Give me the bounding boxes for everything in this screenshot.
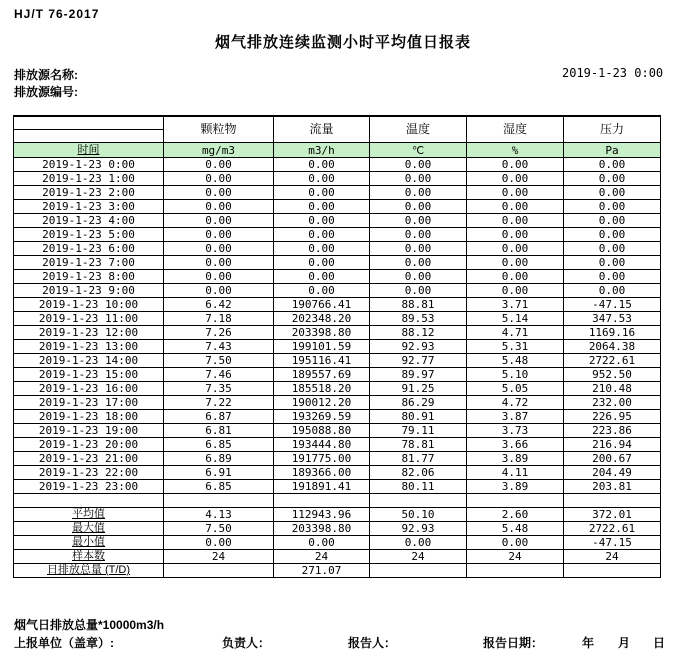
hourly-data-row <box>14 200 661 214</box>
pressure-value-cell: 347.53 <box>564 312 661 326</box>
humidity-value-cell: 3.73 <box>467 424 564 438</box>
hourly-data-row <box>14 466 661 480</box>
time-cell: 2019-1-23 16:00 <box>14 382 164 396</box>
flow-summary-cell: 271.07 <box>274 564 370 578</box>
summary-row <box>14 536 661 550</box>
particulate-value-cell: 7.43 <box>164 340 274 354</box>
particulate-value-cell: 7.18 <box>164 312 274 326</box>
temperature-value-cell: 0.00 <box>370 200 467 214</box>
humidity-value-cell: 0.00 <box>467 256 564 270</box>
column-header-temperature: 温度 <box>370 116 467 143</box>
daily-total-note: 烟气日排放总量*10000m3/h <box>14 618 165 632</box>
pressure-summary-cell: 24 <box>564 550 661 564</box>
temperature-value-cell: 89.53 <box>370 312 467 326</box>
unit-cell-temperature: ℃ <box>370 143 467 158</box>
humidity-value-cell: 5.10 <box>467 368 564 382</box>
pressure-value-cell: 0.00 <box>564 228 661 242</box>
column-header-flow: 流量 <box>274 116 370 143</box>
flow-value-cell: 0.00 <box>274 256 370 270</box>
temperature-value-cell: 0.00 <box>370 242 467 256</box>
unit-cell-flow: m3/h <box>274 143 370 158</box>
flow-value-cell: 0.00 <box>274 228 370 242</box>
header-corner-bottom <box>14 130 164 143</box>
particulate-value-cell: 0.00 <box>164 228 274 242</box>
humidity-value-cell: 3.89 <box>467 452 564 466</box>
flow-value-cell: 199101.59 <box>274 340 370 354</box>
time-cell: 2019-1-23 3:00 <box>14 200 164 214</box>
summary-label-cell <box>14 536 164 550</box>
hourly-data-row <box>14 256 661 270</box>
temperature-value-cell: 0.00 <box>370 214 467 228</box>
particulate-summary-cell: 24 <box>164 550 274 564</box>
hourly-data-row <box>14 424 661 438</box>
unit-cell-humidity: % <box>467 143 564 158</box>
unit-cell-pressure: Pa <box>564 143 661 158</box>
particulate-summary-cell: 4.13 <box>164 508 274 522</box>
flow-value-cell: 195088.80 <box>274 424 370 438</box>
pressure-summary-cell <box>564 564 661 578</box>
report-date-label: 报告日期： <box>483 636 544 650</box>
summary-label-cell <box>14 508 164 522</box>
flow-value-cell: 0.00 <box>274 186 370 200</box>
spacer-row <box>14 494 661 508</box>
temperature-value-cell: 0.00 <box>370 186 467 200</box>
time-cell: 2019-1-23 18:00 <box>14 410 164 424</box>
temperature-summary-cell: 50.10 <box>370 508 467 522</box>
time-cell: 2019-1-23 5:00 <box>14 228 164 242</box>
unit-cell-particulate: mg/m3 <box>164 143 274 158</box>
hourly-data-row <box>14 270 661 284</box>
standard-code: HJ/T 76-2017 <box>14 7 100 21</box>
humidity-summary-cell: 5.48 <box>467 522 564 536</box>
humidity-value-cell: 0.00 <box>467 228 564 242</box>
temperature-value-cell: 80.11 <box>370 480 467 494</box>
temperature-value-cell: 86.29 <box>370 396 467 410</box>
column-header-humidity: 湿度 <box>467 116 564 143</box>
time-cell: 2019-1-23 0:00 <box>14 158 164 172</box>
pressure-value-cell: 203.81 <box>564 480 661 494</box>
temperature-value-cell: 78.81 <box>370 438 467 452</box>
flow-value-cell: 0.00 <box>274 172 370 186</box>
pressure-summary-cell: -47.15 <box>564 536 661 550</box>
humidity-value-cell: 0.00 <box>467 186 564 200</box>
flow-summary-cell: 24 <box>274 550 370 564</box>
temperature-value-cell: 82.06 <box>370 466 467 480</box>
temperature-value-cell: 91.25 <box>370 382 467 396</box>
humidity-value-cell: 3.71 <box>467 298 564 312</box>
flow-value-cell: 190012.20 <box>274 396 370 410</box>
pressure-summary-cell: 372.01 <box>564 508 661 522</box>
summary-label: 最小值 <box>72 536 105 548</box>
pressure-value-cell: 2064.38 <box>564 340 661 354</box>
pressure-value-cell: 0.00 <box>564 256 661 270</box>
pressure-value-cell: 204.49 <box>564 466 661 480</box>
temperature-summary-cell: 92.93 <box>370 522 467 536</box>
particulate-value-cell: 0.00 <box>164 270 274 284</box>
humidity-value-cell: 4.71 <box>467 326 564 340</box>
hourly-data-row <box>14 326 661 340</box>
monitoring-table <box>13 115 661 578</box>
particulate-value-cell: 7.35 <box>164 382 274 396</box>
hourly-data-row <box>14 396 661 410</box>
hourly-data-row <box>14 228 661 242</box>
flow-value-cell: 0.00 <box>274 242 370 256</box>
humidity-value-cell: 0.00 <box>467 270 564 284</box>
pressure-value-cell: 0.00 <box>564 158 661 172</box>
particulate-value-cell: 7.22 <box>164 396 274 410</box>
time-cell: 2019-1-23 6:00 <box>14 242 164 256</box>
particulate-summary-cell <box>164 564 274 578</box>
particulate-value-cell: 0.00 <box>164 256 274 270</box>
pressure-value-cell: 0.00 <box>564 270 661 284</box>
temperature-value-cell: 0.00 <box>370 256 467 270</box>
particulate-value-cell: 0.00 <box>164 158 274 172</box>
hourly-data-row <box>14 410 661 424</box>
temperature-value-cell: 0.00 <box>370 270 467 284</box>
pressure-value-cell: -47.15 <box>564 298 661 312</box>
humidity-value-cell: 0.00 <box>467 200 564 214</box>
temperature-value-cell: 81.77 <box>370 452 467 466</box>
particulate-value-cell: 0.00 <box>164 186 274 200</box>
temperature-value-cell: 0.00 <box>370 228 467 242</box>
summary-label-cell <box>14 522 164 536</box>
humidity-value-cell: 0.00 <box>467 158 564 172</box>
temperature-value-cell: 0.00 <box>370 172 467 186</box>
particulate-value-cell: 7.46 <box>164 368 274 382</box>
pressure-value-cell: 0.00 <box>564 172 661 186</box>
particulate-value-cell: 0.00 <box>164 284 274 298</box>
flow-value-cell: 202348.20 <box>274 312 370 326</box>
flow-value-cell: 191891.41 <box>274 480 370 494</box>
pressure-value-cell: 223.86 <box>564 424 661 438</box>
hourly-data-row <box>14 242 661 256</box>
time-cell: 2019-1-23 7:00 <box>14 256 164 270</box>
source-name-label: 排放源名称: <box>14 68 78 82</box>
particulate-value-cell: 0.00 <box>164 172 274 186</box>
header-row-top <box>14 116 661 130</box>
temperature-summary-cell <box>370 564 467 578</box>
hourly-data-row <box>14 298 661 312</box>
summary-row <box>14 522 661 536</box>
column-header-pressure: 压力 <box>564 116 661 143</box>
hourly-data-row <box>14 340 661 354</box>
temperature-value-cell: 92.93 <box>370 340 467 354</box>
pressure-value-cell: 200.67 <box>564 452 661 466</box>
summary-label: 最大值 <box>72 522 105 534</box>
time-header-label: 时间 <box>77 143 100 156</box>
report-unit-label: 上报单位（盖章）: <box>14 636 114 650</box>
particulate-value-cell: 7.50 <box>164 354 274 368</box>
flow-summary-cell: 203398.80 <box>274 522 370 536</box>
pressure-value-cell: 952.50 <box>564 368 661 382</box>
humidity-summary-cell <box>467 564 564 578</box>
humidity-value-cell: 5.05 <box>467 382 564 396</box>
time-cell: 2019-1-23 19:00 <box>14 424 164 438</box>
humidity-value-cell: 4.72 <box>467 396 564 410</box>
humidity-summary-cell: 2.60 <box>467 508 564 522</box>
flow-value-cell: 189557.69 <box>274 368 370 382</box>
humidity-summary-cell: 0.00 <box>467 536 564 550</box>
units-row <box>14 143 661 158</box>
time-cell: 2019-1-23 13:00 <box>14 340 164 354</box>
hourly-data-row <box>14 284 661 298</box>
time-header-cell <box>14 143 164 158</box>
time-cell: 2019-1-23 17:00 <box>14 396 164 410</box>
flow-value-cell: 191775.00 <box>274 452 370 466</box>
pressure-value-cell: 210.48 <box>564 382 661 396</box>
source-code-label: 排放源编号: <box>14 85 78 99</box>
pressure-value-cell: 0.00 <box>564 284 661 298</box>
temperature-summary-cell: 24 <box>370 550 467 564</box>
report-datetime: 2019-1-23 0:00 <box>562 66 664 80</box>
particulate-value-cell: 6.85 <box>164 480 274 494</box>
time-cell: 2019-1-23 12:00 <box>14 326 164 340</box>
time-cell: 2019-1-23 15:00 <box>14 368 164 382</box>
pressure-value-cell: 0.00 <box>564 242 661 256</box>
hourly-data-row <box>14 172 661 186</box>
particulate-value-cell: 6.85 <box>164 438 274 452</box>
signature-line <box>0 634 686 654</box>
hourly-data-row <box>14 480 661 494</box>
time-cell: 2019-1-23 11:00 <box>14 312 164 326</box>
humidity-value-cell: 5.48 <box>467 354 564 368</box>
summary-label-cell <box>14 564 164 578</box>
spacer-cell <box>14 494 164 508</box>
temperature-summary-cell: 0.00 <box>370 536 467 550</box>
pressure-value-cell: 226.95 <box>564 410 661 424</box>
humidity-value-cell: 0.00 <box>467 284 564 298</box>
time-cell: 2019-1-23 20:00 <box>14 438 164 452</box>
flow-value-cell: 193444.80 <box>274 438 370 452</box>
hourly-data-row <box>14 158 661 172</box>
temperature-value-cell: 88.81 <box>370 298 467 312</box>
header-corner-top <box>14 116 164 130</box>
summary-row <box>14 508 661 522</box>
day-label: 日 <box>653 636 666 650</box>
pressure-value-cell: 0.00 <box>564 214 661 228</box>
particulate-value-cell: 6.89 <box>164 452 274 466</box>
flow-value-cell: 0.00 <box>274 200 370 214</box>
pressure-value-cell: 232.00 <box>564 396 661 410</box>
time-cell: 2019-1-23 2:00 <box>14 186 164 200</box>
hourly-data-row <box>14 312 661 326</box>
hourly-data-row <box>14 354 661 368</box>
humidity-value-cell: 4.11 <box>467 466 564 480</box>
hourly-data-row <box>14 186 661 200</box>
flow-value-cell: 203398.80 <box>274 326 370 340</box>
temperature-value-cell: 0.00 <box>370 158 467 172</box>
particulate-value-cell: 6.42 <box>164 298 274 312</box>
flow-value-cell: 189366.00 <box>274 466 370 480</box>
humidity-value-cell: 3.66 <box>467 438 564 452</box>
pressure-value-cell: 2722.61 <box>564 354 661 368</box>
flow-summary-cell: 112943.96 <box>274 508 370 522</box>
flow-value-cell: 190766.41 <box>274 298 370 312</box>
particulate-value-cell: 0.00 <box>164 214 274 228</box>
temperature-value-cell: 89.97 <box>370 368 467 382</box>
pressure-value-cell: 0.00 <box>564 186 661 200</box>
time-cell: 2019-1-23 9:00 <box>14 284 164 298</box>
humidity-value-cell: 0.00 <box>467 242 564 256</box>
time-cell: 2019-1-23 14:00 <box>14 354 164 368</box>
summary-label: 日排放总量 (T/D) <box>46 564 131 576</box>
summary-row <box>14 564 661 578</box>
time-cell: 2019-1-23 8:00 <box>14 270 164 284</box>
flow-value-cell: 193269.59 <box>274 410 370 424</box>
particulate-value-cell: 6.91 <box>164 466 274 480</box>
humidity-value-cell: 5.14 <box>467 312 564 326</box>
particulate-value-cell: 6.87 <box>164 410 274 424</box>
pressure-summary-cell: 2722.61 <box>564 522 661 536</box>
particulate-value-cell: 0.00 <box>164 242 274 256</box>
year-label: 年 <box>582 636 595 650</box>
particulate-value-cell: 7.26 <box>164 326 274 340</box>
responsible-person-label: 负责人： <box>222 636 271 650</box>
pressure-value-cell: 1169.16 <box>564 326 661 340</box>
flow-value-cell: 0.00 <box>274 158 370 172</box>
humidity-value-cell: 5.31 <box>467 340 564 354</box>
time-cell: 2019-1-23 4:00 <box>14 214 164 228</box>
reporter-label: 报告人： <box>348 636 397 650</box>
temperature-value-cell: 0.00 <box>370 284 467 298</box>
humidity-value-cell: 0.00 <box>467 172 564 186</box>
flow-value-cell: 0.00 <box>274 214 370 228</box>
pressure-value-cell: 216.94 <box>564 438 661 452</box>
flow-value-cell: 195116.41 <box>274 354 370 368</box>
humidity-summary-cell: 24 <box>467 550 564 564</box>
flow-value-cell: 0.00 <box>274 284 370 298</box>
time-cell: 2019-1-23 1:00 <box>14 172 164 186</box>
flow-value-cell: 185518.20 <box>274 382 370 396</box>
time-cell: 2019-1-23 23:00 <box>14 480 164 494</box>
particulate-value-cell: 6.81 <box>164 424 274 438</box>
humidity-value-cell: 0.00 <box>467 214 564 228</box>
particulate-summary-cell: 0.00 <box>164 536 274 550</box>
particulate-value-cell: 0.00 <box>164 200 274 214</box>
humidity-value-cell: 3.89 <box>467 480 564 494</box>
hourly-data-row <box>14 368 661 382</box>
hourly-data-row <box>14 438 661 452</box>
temperature-value-cell: 92.77 <box>370 354 467 368</box>
summary-label: 样本数 <box>72 550 105 562</box>
temperature-value-cell: 88.12 <box>370 326 467 340</box>
hourly-data-row <box>14 452 661 466</box>
summary-row <box>14 550 661 564</box>
particulate-summary-cell: 7.50 <box>164 522 274 536</box>
pressure-value-cell: 0.00 <box>564 200 661 214</box>
time-cell: 2019-1-23 21:00 <box>14 452 164 466</box>
flow-summary-cell: 0.00 <box>274 536 370 550</box>
column-header-particulate: 颗粒物 <box>164 116 274 143</box>
flow-value-cell: 0.00 <box>274 270 370 284</box>
hourly-data-row <box>14 214 661 228</box>
humidity-value-cell: 3.87 <box>467 410 564 424</box>
temperature-value-cell: 80.91 <box>370 410 467 424</box>
temperature-value-cell: 79.11 <box>370 424 467 438</box>
month-label: 月 <box>618 636 631 650</box>
summary-label: 平均值 <box>72 508 105 520</box>
summary-label-cell <box>14 550 164 564</box>
time-cell: 2019-1-23 22:00 <box>14 466 164 480</box>
hourly-data-row <box>14 382 661 396</box>
time-cell: 2019-1-23 10:00 <box>14 298 164 312</box>
page-title: 烟气排放连续监测小时平均值日报表 <box>214 34 471 51</box>
